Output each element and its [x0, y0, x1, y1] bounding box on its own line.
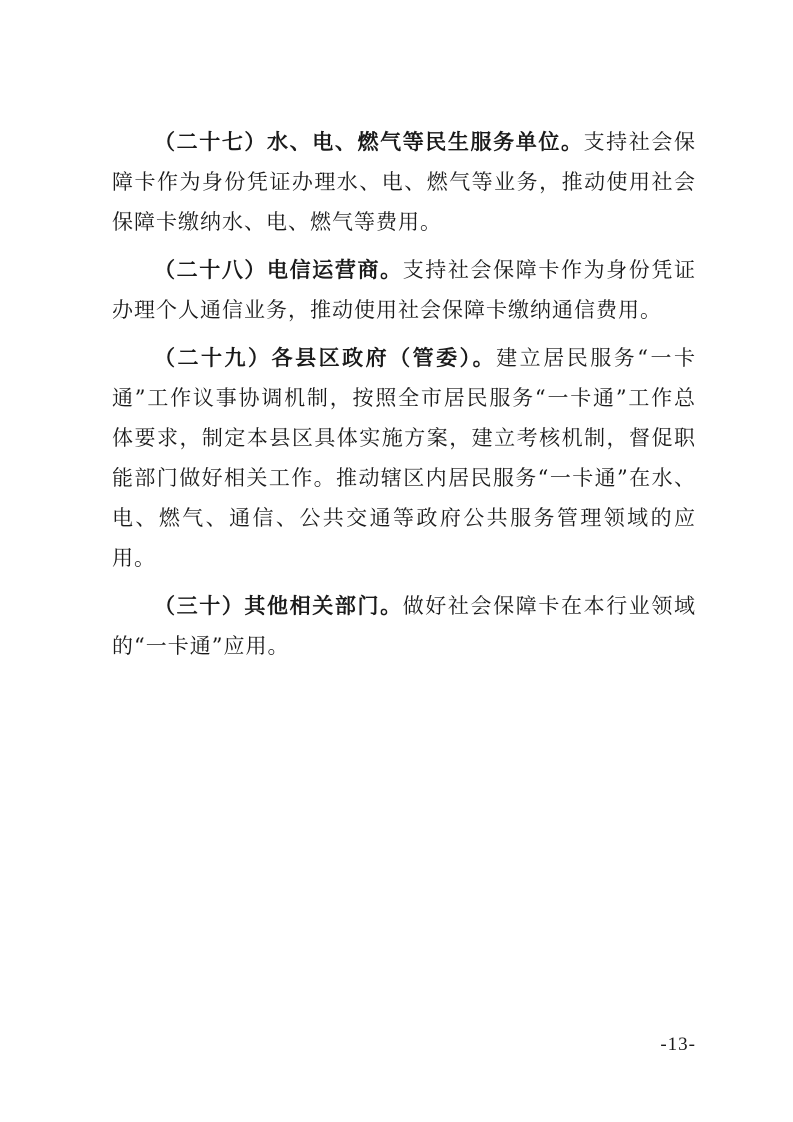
- page-number: -13-: [660, 1034, 696, 1055]
- document-body: [112, 122, 696, 674]
- paragraph-29-heading: （二十九）各县区政府（管委）。: [154, 346, 497, 370]
- paragraph-28-heading: （二十八）电信运营商。: [154, 258, 403, 282]
- paragraph-29: [112, 338, 696, 578]
- paragraph-30: [112, 586, 696, 666]
- paragraph-30-text: 做好社会保障卡在本行业领域的“一卡通”应用。: [112, 594, 697, 658]
- paragraph-30-heading: （三十）其他相关部门。: [154, 594, 403, 618]
- paragraph-29-text: 建立居民服务“一卡通”工作议事协调机制，按照全市居民服务“一卡通”工作总体要求，制定本县区具体实施方案，建立考核机制，督促职能部门做好相关工作。推动辖区内居民服务“一卡通”在水、电、燃气、通信、公共交通等政府公共服务管理领域的应用。: [112, 346, 696, 570]
- paragraph-28: [112, 250, 696, 330]
- paragraph-28-text: 支持社会保障卡作为身份凭证办理个人通信业务，推动使用社会保障卡缴纳通信费用。: [112, 258, 697, 322]
- paragraph-27-heading: （二十七）水、电、燃气等民生服务单位。: [154, 130, 584, 154]
- paragraph-27: [112, 122, 696, 242]
- paragraph-27-text: 支持社会保障卡作为身份凭证办理水、电、燃气等业务，推动使用社会保障卡缴纳水、电、燃气等费用。: [112, 130, 697, 234]
